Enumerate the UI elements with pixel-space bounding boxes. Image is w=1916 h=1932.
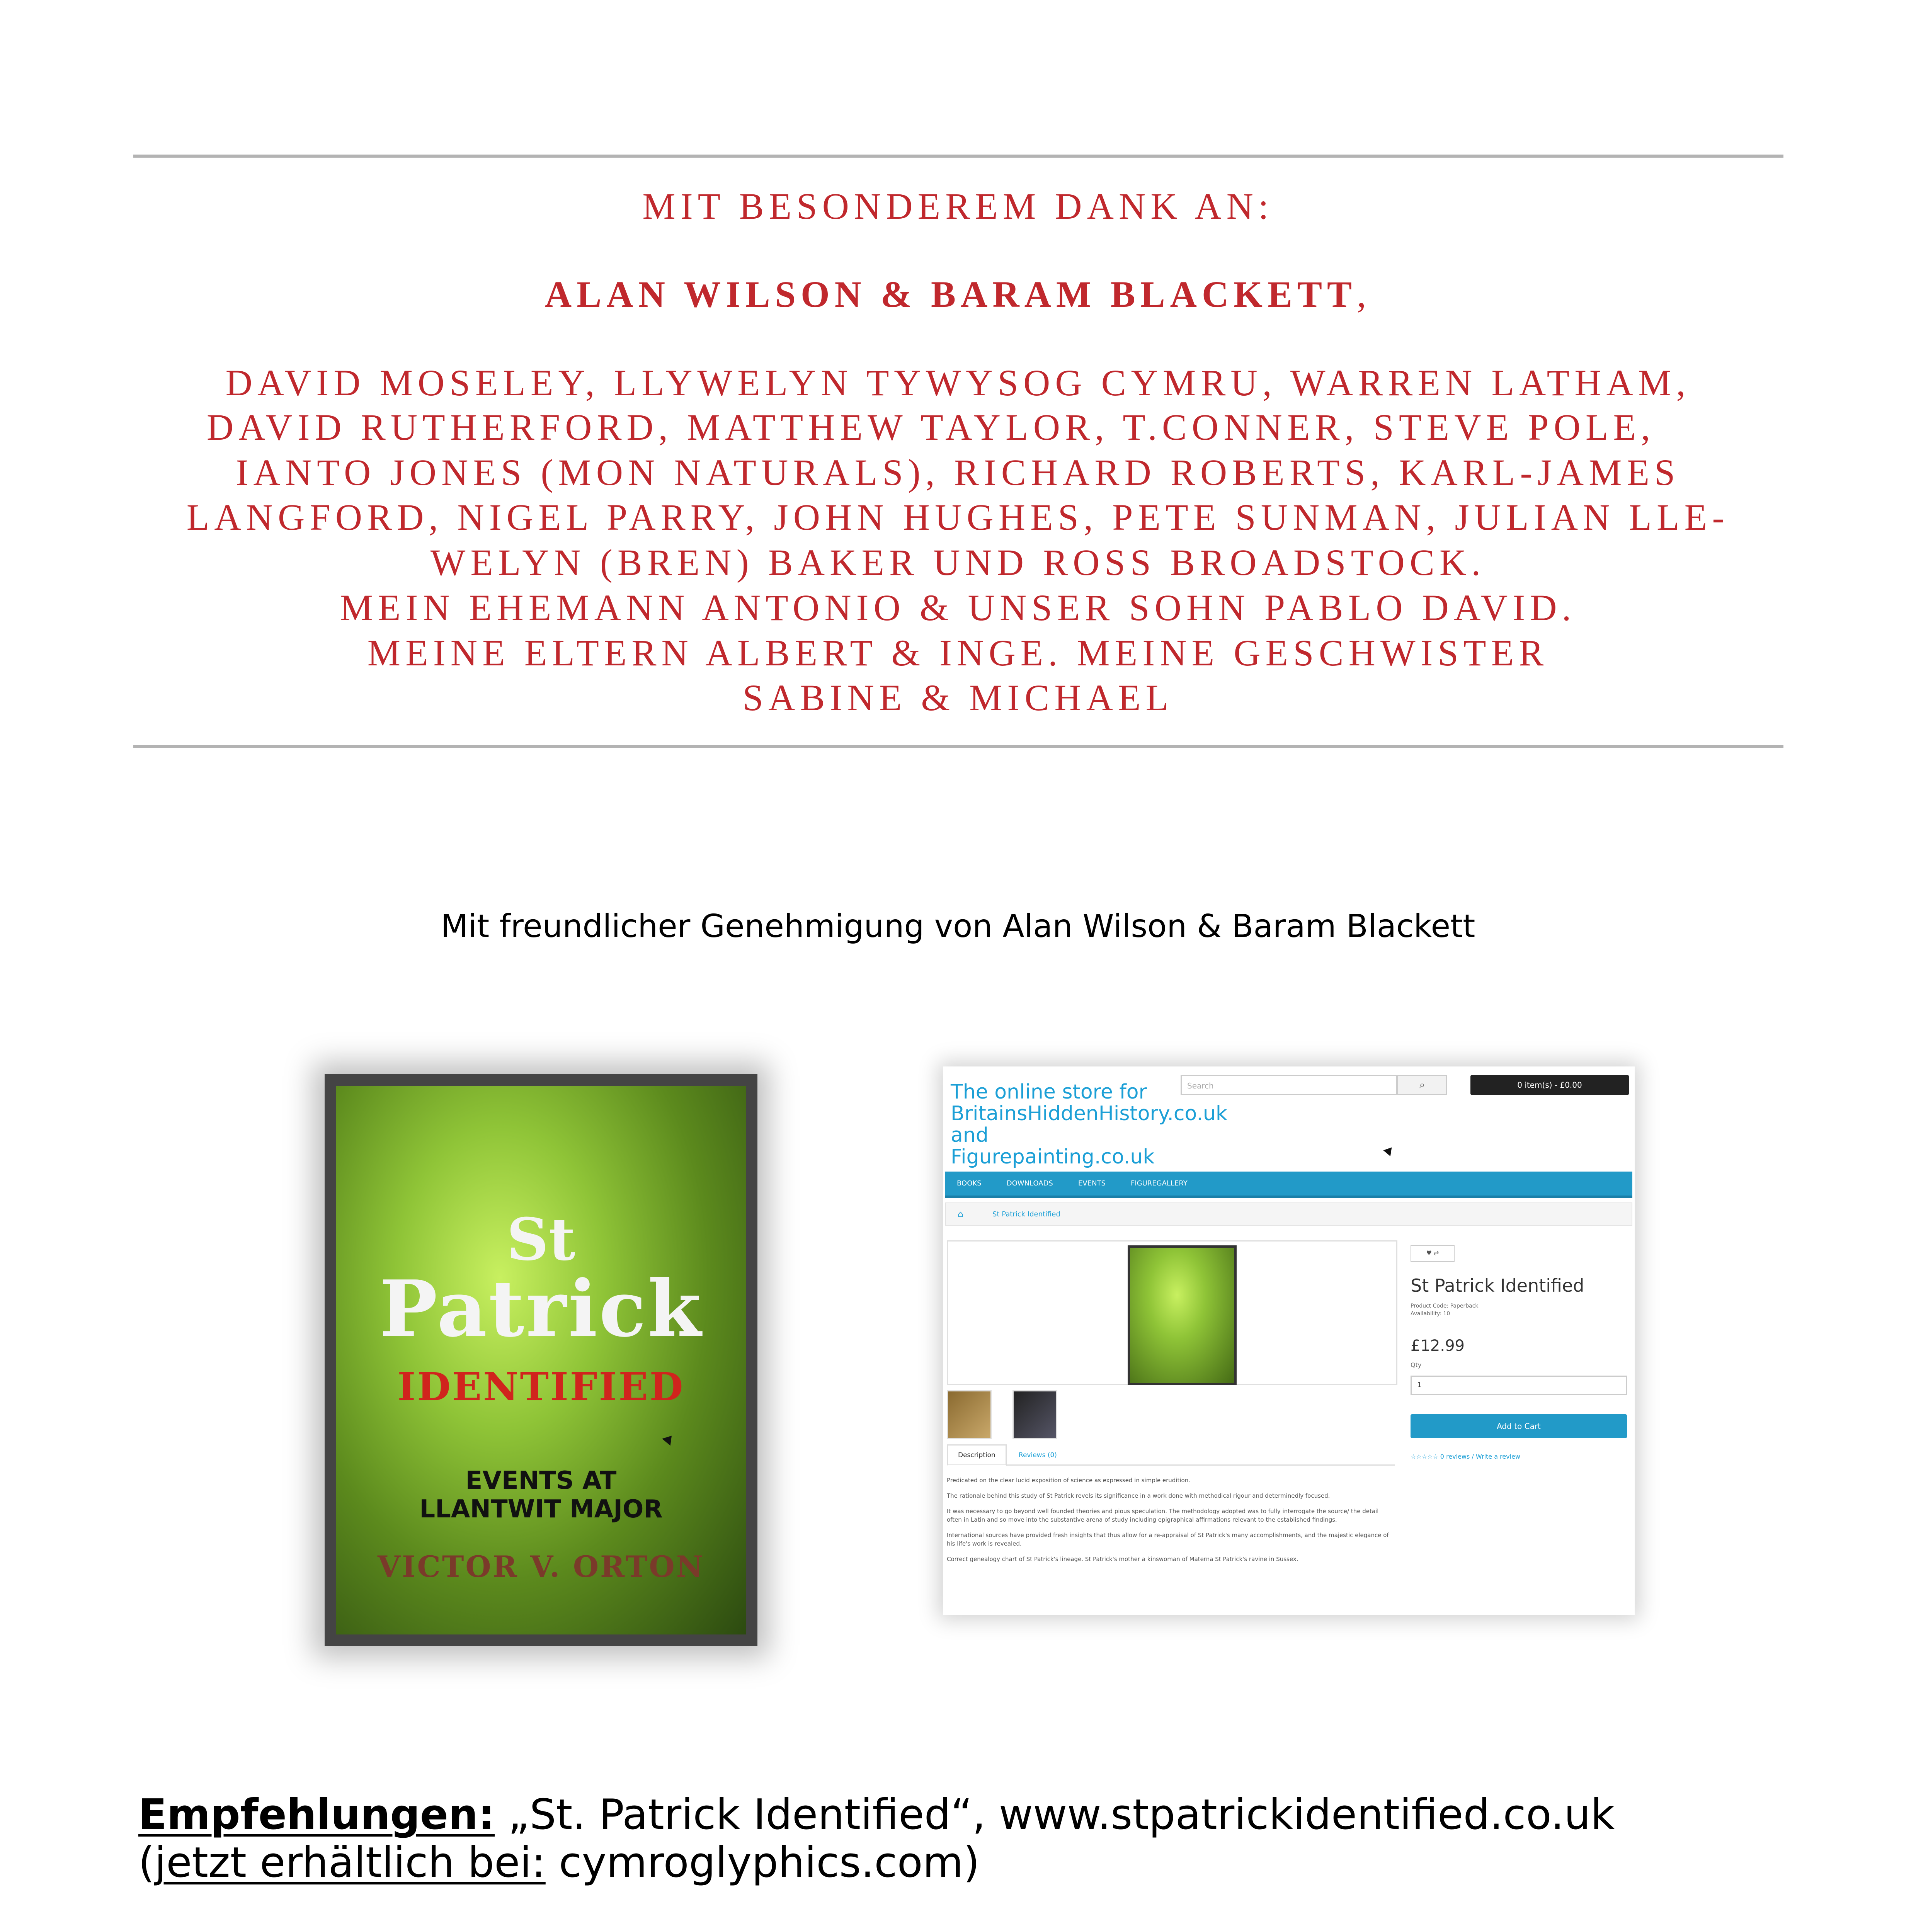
cursor-icon (1383, 1145, 1395, 1156)
thanks-heading: MIT BESONDEREM DANK AN: (642, 185, 1274, 227)
image-caption: Mit freundlicher Genehmigung von Alan Wilson & Baram Blackett (441, 908, 1475, 945)
product-meta (1411, 1302, 1479, 1318)
search-button[interactable] (1397, 1075, 1447, 1095)
book-subtitle (336, 1466, 746, 1524)
product-image (1128, 1245, 1237, 1385)
product-meta-line: Product Code: Paperback (1411, 1303, 1479, 1309)
store-title-line: and (951, 1124, 989, 1147)
description-paragraph: The rationale behind this study of St Patrick revels its significance in a work done with methodical rigour and determinedly focused. (947, 1492, 1330, 1499)
bottom-rule (133, 745, 1783, 748)
book-title-sub: IDENTIFIED (397, 1364, 685, 1410)
nav-item-books[interactable]: BOOKS (957, 1179, 982, 1187)
qty-label: Qty (1411, 1361, 1422, 1369)
tab-reviews[interactable]: Reviews (0) (1018, 1451, 1057, 1459)
product-title: St Patrick Identified (1411, 1275, 1584, 1296)
product-description (947, 1476, 1395, 1570)
qty-input[interactable]: 1 (1411, 1376, 1627, 1395)
availability-open: ( (138, 1838, 155, 1887)
tab-description[interactable]: Description (947, 1444, 1007, 1466)
availability-line (138, 1839, 1779, 1887)
book-cover (325, 1074, 757, 1646)
breadcrumb (945, 1202, 1632, 1226)
product-price: £12.99 (1411, 1337, 1465, 1355)
thanks-line: SABINE & MICHAEL (742, 677, 1174, 718)
recommendation-label: Empfehlungen: (138, 1791, 495, 1839)
recommendation-line (138, 1791, 1779, 1839)
top-rule (133, 155, 1783, 158)
cart-button[interactable] (1470, 1075, 1629, 1095)
store-title-line: BritainsHiddenHistory.co.uk (951, 1102, 1227, 1125)
search-icon: ⌕ (1419, 1079, 1425, 1091)
store-search-input[interactable]: Search (1181, 1075, 1397, 1095)
reviews-link[interactable]: ☆☆☆☆☆ 0 reviews / Write a review (1411, 1453, 1521, 1460)
store-title-line: Figurepainting.co.uk (951, 1145, 1155, 1168)
thanks-primary (0, 273, 1916, 316)
nav-item-downloads[interactable]: DOWNLOADS (1006, 1179, 1053, 1187)
thanks-line: DAVID RUTHERFORD, MATTHEW TAYLOR, T.CONNER, STEVE POLE, (206, 406, 1656, 448)
nav-item-events[interactable]: EVENTS (1078, 1179, 1106, 1187)
recommendation-text: „St. Patrick Identified“, www.stpatrickidentified.co.uk (495, 1791, 1615, 1839)
thanks-primary-suffix: , (1357, 274, 1371, 315)
thanks-line: MEIN EHEMANN ANTONIO & UNSER SOHN PABLO DAVID. (340, 587, 1576, 628)
product-meta-line: Availability: 10 (1411, 1311, 1450, 1317)
thanks-line: WELYN (BREN) BAKER UND ROSS BROADSTOCK. (430, 542, 1486, 583)
book-subtitle-line: EVENTS AT (465, 1466, 617, 1495)
product-thumbnail[interactable] (1012, 1390, 1057, 1439)
thanks-line: DAVID MOSELEY, LLYWELYN TYWYSOG CYMRU, WARREN LATHAM, (225, 362, 1691, 403)
availability-label: jetzt erhältlich bei: (155, 1838, 546, 1887)
book-subtitle-line: LLANTWIT MAJOR (419, 1495, 663, 1524)
description-paragraph: It was necessary to go beyond well founded theories and pious speculation. The methodology adopted was to fully interrogate the source/ the detail often in Latin and so move into the substantive arena of study including epigraphical affirmations relevant to the established findings. (947, 1508, 1379, 1523)
add-to-cart-button[interactable]: Add to Cart (1411, 1414, 1627, 1438)
availability-site: cymroglyphics.com) (545, 1838, 980, 1887)
product-thumbnail[interactable] (947, 1390, 992, 1439)
book-title-main: Patrick (379, 1264, 703, 1354)
wishlist-compare-buttons[interactable]: ♥ ⇄ (1411, 1245, 1455, 1262)
book-cover-photo (325, 1074, 757, 1646)
thanks-line: IANTO JONES (MON NATURALS), RICHARD ROBERTS, KARL-JAMES (236, 452, 1680, 493)
breadcrumb-item[interactable]: St Patrick Identified (992, 1210, 1060, 1218)
product-image-box[interactable] (947, 1240, 1397, 1385)
store-nav (945, 1172, 1632, 1198)
book-title-top: St (507, 1206, 575, 1274)
home-icon[interactable]: ⌂ (958, 1209, 964, 1219)
description-paragraph: Correct genealogy chart of St Patrick's lineage. St Patrick's mother a kinswoman of Materna St Patrick's ravine in Sussex. (947, 1556, 1298, 1563)
thanks-line: MEINE ELTERN ALBERT & INGE. MEINE GESCHWISTER (367, 632, 1549, 673)
book-author: VICTOR V. ORTON (377, 1549, 705, 1584)
recommendation-block (138, 1791, 1779, 1887)
store-screenshot (943, 1066, 1635, 1615)
nav-item-figuregallery[interactable]: FIGUREGALLERY (1130, 1179, 1188, 1187)
thanks-primary-names: ALAN WILSON & BARAM BLACKETT (545, 274, 1357, 315)
store-title-line: The online store for (951, 1080, 1147, 1104)
thanks-line: LANGFORD, NIGEL PARRY, JOHN HUGHES, PETE SUNMAN, JULIAN LLE- (186, 497, 1730, 538)
product-tabs (947, 1444, 1395, 1466)
description-paragraph: Predicated on the clear lucid exposition of science as expressed in simple erudition. (947, 1477, 1190, 1484)
description-paragraph: International sources have provided fresh insights that thus allow for a re-appraisal of St Patrick's many accomplishments, and the majestic elegance of his life's work is revealed. (947, 1532, 1389, 1547)
cart-label: 0 item(s) - £0.00 (1517, 1080, 1582, 1090)
